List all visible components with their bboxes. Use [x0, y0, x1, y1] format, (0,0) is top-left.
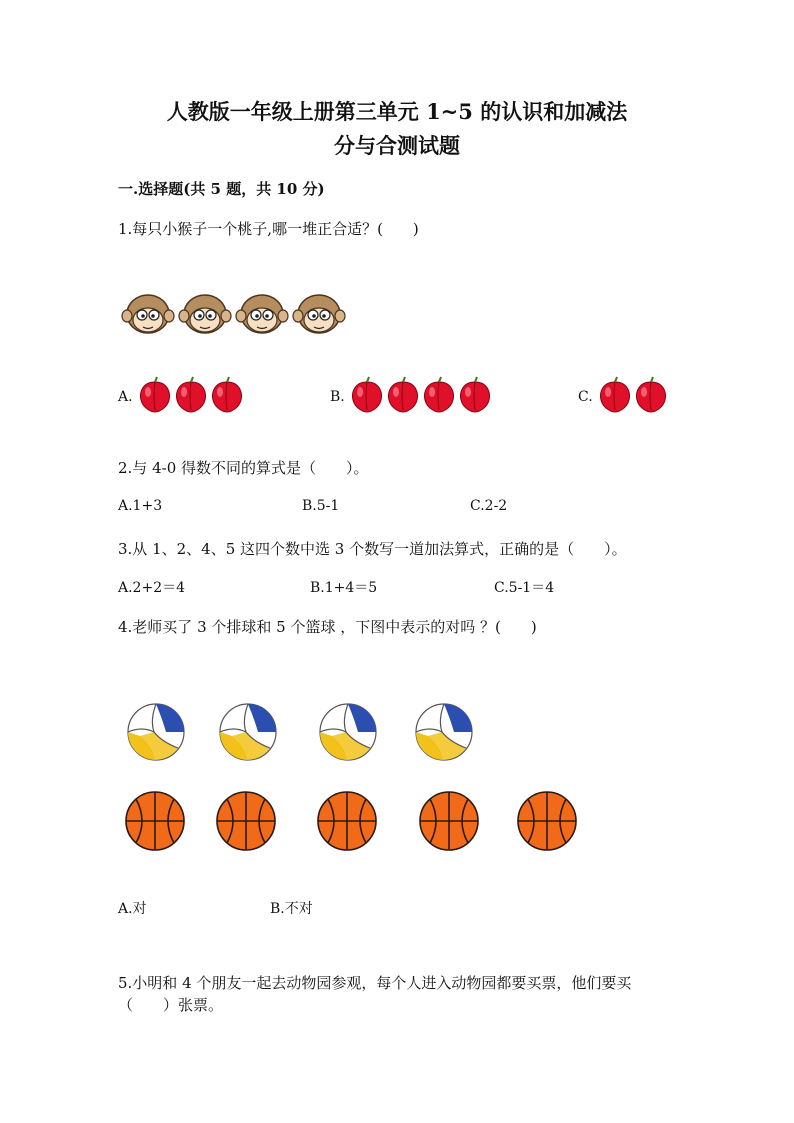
basketball-icon — [215, 790, 277, 852]
peach-icon — [173, 376, 209, 414]
monkey-row — [120, 290, 347, 336]
q1-option-a[interactable] — [118, 376, 245, 418]
option-label: C. — [578, 389, 593, 405]
peach-icon — [633, 376, 669, 414]
q3-option-a[interactable]: A.2+2＝4 — [118, 580, 186, 596]
basketball-icon — [418, 790, 480, 852]
question-4: 4.老师买了 3 个排球和 5 个篮球 ，下图中表示的对吗 ？( ) — [118, 618, 537, 636]
volleyball-icon — [414, 702, 474, 762]
q2-option-a[interactable]: A.1+3 — [118, 498, 163, 514]
peach-icon — [209, 376, 245, 414]
monkey-icon — [177, 290, 233, 336]
q1-option-b[interactable] — [330, 376, 493, 418]
question-5: 5.小明和 4 个朋友一起去动物园参观，每个人进入动物园都要买票，他们要买 — [118, 974, 632, 992]
section-header: 一.选择题(共 5 题，共 10 分) — [118, 180, 325, 198]
q2-option-b[interactable]: B.5-1 — [302, 498, 340, 514]
monkey-icon — [234, 290, 290, 336]
monkey-icon — [291, 290, 347, 336]
basketball-icon — [124, 790, 186, 852]
volleyball-icon — [218, 702, 278, 762]
q2-option-c[interactable]: C.2-2 — [470, 498, 508, 514]
q4-option-a[interactable]: A.对 — [118, 901, 147, 917]
volleyball-icon — [126, 702, 186, 762]
basketball-icon — [516, 790, 578, 852]
peach-group — [597, 376, 669, 418]
peach-group — [137, 376, 245, 418]
page-subtitle: 分与合测试题 — [334, 133, 460, 158]
q3-option-c[interactable]: C.5-1＝4 — [494, 580, 555, 596]
option-label: A. — [118, 389, 133, 405]
q4-option-b[interactable]: B.不对 — [270, 901, 313, 917]
peach-icon — [137, 376, 173, 414]
q3-option-b[interactable]: B.1+4＝5 — [310, 580, 378, 596]
peach-icon — [421, 376, 457, 414]
option-label: B. — [330, 389, 345, 405]
question-1: 1.每只小猴子一个桃子,哪一堆正合适？( ) — [118, 220, 419, 238]
peach-icon — [597, 376, 633, 414]
peach-icon — [457, 376, 493, 414]
peach-icon — [349, 376, 385, 414]
question-3: 3.从 1、2、4、5 这四个数中选 3 个数写一道加法算式，正确的是（ ）。 — [118, 540, 627, 558]
volleyball-icon — [318, 702, 378, 762]
monkey-icon — [120, 290, 176, 336]
question-5-line2: （ ）张票。 — [118, 996, 224, 1014]
page-title: 人教版一年级上册第三单元 1~5 的认识和加减法 — [166, 99, 628, 124]
q1-option-c[interactable] — [578, 376, 669, 418]
peach-group — [349, 376, 493, 418]
question-2: 2.与 4-0 得数不同的算式是（ ）。 — [118, 459, 369, 477]
basketball-icon — [316, 790, 378, 852]
peach-icon — [385, 376, 421, 414]
